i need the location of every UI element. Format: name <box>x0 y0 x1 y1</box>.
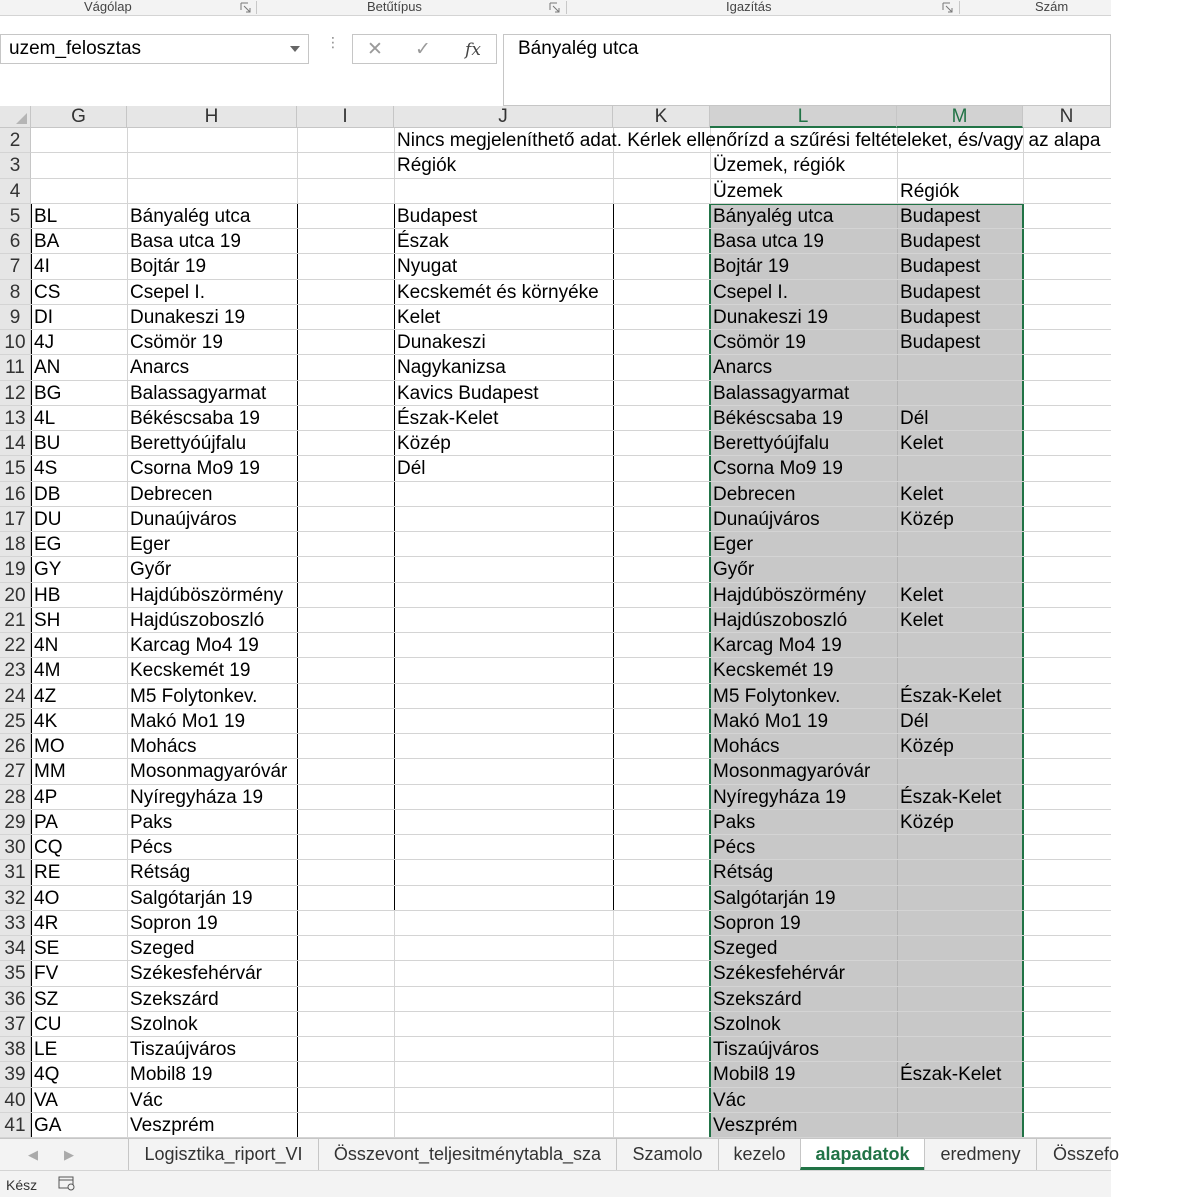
cell-m[interactable]: Közép <box>900 811 954 833</box>
cell-l[interactable]: Mohács <box>713 736 780 757</box>
cell-h[interactable]: Bányalég utca <box>130 205 251 227</box>
table-row <box>31 507 1111 532</box>
cell-g[interactable]: VA <box>34 1089 58 1111</box>
cell-h[interactable]: Mohács <box>130 736 197 757</box>
cell-h[interactable]: Dunaújváros <box>130 508 237 530</box>
row-header[interactable]: 13 <box>0 406 31 431</box>
cell-l[interactable]: Veszprém <box>713 1114 798 1136</box>
table-row <box>31 229 1111 254</box>
cell-h[interactable]: Karcag Mo4 19 <box>130 635 259 656</box>
insert-function-icon[interactable]: fx <box>465 40 481 60</box>
cell-g[interactable]: BU <box>34 433 61 454</box>
cell-l[interactable]: Tiszaújváros <box>713 1039 819 1060</box>
table-row <box>31 734 1111 759</box>
cell-g[interactable]: MM <box>34 761 66 783</box>
ribbon-separator <box>959 1 960 14</box>
cell-j[interactable]: Közép <box>397 433 451 454</box>
row-header[interactable]: 38 <box>0 1037 31 1062</box>
cell-m[interactable]: Budapest <box>900 205 981 227</box>
cell-j[interactable]: Budapest <box>397 205 478 227</box>
row-header[interactable]: 27 <box>0 759 31 784</box>
cell-h[interactable]: Kecskemét 19 <box>130 660 251 682</box>
sheet-tab-kezelo[interactable]: kezelo <box>718 1139 800 1170</box>
cell-h[interactable]: Dunakeszi 19 <box>130 306 246 328</box>
cell-h[interactable]: Csepel I. <box>130 281 205 303</box>
column-header-M[interactable]: M <box>897 106 1023 128</box>
cell-j[interactable]: Nincs megjeleníthető adat. Kérlek ellenőrízd a szűrési feltételeket, és/vagy az alapa <box>397 130 1101 151</box>
row-header[interactable]: 25 <box>0 709 31 734</box>
select-all-button[interactable] <box>0 106 31 128</box>
cell-l[interactable]: Békéscsaba 19 <box>713 407 843 429</box>
cell-h[interactable]: Szekszárd <box>130 988 219 1010</box>
cell-g[interactable]: 4Z <box>34 685 57 707</box>
cell-h[interactable]: Bojtár 19 <box>130 256 207 278</box>
row-header[interactable]: 15 <box>0 456 31 481</box>
cell-m[interactable]: Észak-Kelet <box>900 1064 1002 1086</box>
row-header[interactable]: 36 <box>0 987 31 1012</box>
cell-h[interactable]: Hajdúböszörmény <box>130 584 284 606</box>
sheet-tab-logisztika[interactable]: Logisztika_riport_VI <box>128 1139 318 1170</box>
cell-l[interactable]: Pécs <box>713 837 756 858</box>
row-header[interactable]: 32 <box>0 886 31 911</box>
cell-g[interactable]: SE <box>34 938 60 959</box>
formula-input[interactable]: Bányalég utca <box>503 34 1111 106</box>
row-header[interactable]: 29 <box>0 810 31 835</box>
cell-l[interactable]: Basa utca 19 <box>713 231 824 252</box>
row-header[interactable]: 26 <box>0 734 31 759</box>
cell-l[interactable]: Berettyóújfalu <box>713 433 830 454</box>
cell-h[interactable]: Basa utca 19 <box>130 231 241 252</box>
cell-m[interactable]: Észak-Kelet <box>900 786 1002 808</box>
row-header[interactable]: 17 <box>0 507 31 532</box>
cell-l[interactable]: Bányalég utca <box>713 205 834 227</box>
ribbon-group-clipboard: Vágólap <box>84 0 132 14</box>
cell-g[interactable]: LE <box>34 1039 58 1060</box>
cell-l[interactable]: Makó Mo1 19 <box>713 710 829 732</box>
table-row <box>31 557 1111 582</box>
cell-m[interactable]: Kelet <box>900 584 944 606</box>
cell-rows <box>31 128 1111 1138</box>
cell-l[interactable]: Szekszárd <box>713 988 802 1010</box>
column-header-G[interactable]: G <box>31 106 127 128</box>
table-row <box>31 431 1111 456</box>
row-header[interactable]: 8 <box>0 280 31 305</box>
cell-g[interactable]: CQ <box>34 837 63 858</box>
row-header[interactable]: 34 <box>0 936 31 961</box>
cell-g[interactable]: 4J <box>34 332 55 353</box>
row-header[interactable]: 14 <box>0 431 31 456</box>
table-row <box>31 987 1111 1012</box>
ribbon-separator <box>566 1 567 14</box>
table-row <box>31 305 1111 330</box>
table-row <box>31 810 1111 835</box>
cell-h[interactable]: Eger <box>130 534 171 555</box>
table-row <box>31 153 1111 178</box>
cell-h[interactable]: Makó Mo1 19 <box>130 710 246 732</box>
scroll-left-icon[interactable]: ◀ <box>28 1147 38 1162</box>
table-row <box>31 179 1111 204</box>
cell-m[interactable]: Kelet <box>900 609 944 631</box>
cell-j[interactable]: Kecskemét és környéke <box>397 281 599 303</box>
table-row <box>31 1062 1111 1087</box>
row-header[interactable]: 37 <box>0 1012 31 1037</box>
cell-l[interactable]: Hajdúböszörmény <box>713 584 867 606</box>
cell-l[interactable]: Mosonmagyaróvár <box>713 761 871 783</box>
cell-h[interactable]: Győr <box>130 559 172 581</box>
cell-j[interactable]: Kelet <box>397 306 441 328</box>
cell-j[interactable]: Dél <box>397 458 426 480</box>
table-row <box>31 658 1111 683</box>
table-row <box>31 936 1111 961</box>
cell-l[interactable]: Debrecen <box>713 483 796 505</box>
sheet-tab-bar <box>0 1138 1120 1170</box>
cell-g[interactable]: 4L <box>34 407 56 429</box>
row-headers <box>0 128 31 1138</box>
cell-h[interactable]: Székesfehérvár <box>130 963 263 985</box>
table-row <box>31 381 1111 406</box>
formula-buttons <box>352 34 497 64</box>
cell-l[interactable]: Üzemek, régiók <box>713 155 845 177</box>
row-header[interactable]: 16 <box>0 482 31 507</box>
cell-g[interactable]: BA <box>34 231 60 252</box>
dialog-launcher-icon[interactable] <box>942 2 953 13</box>
cell-l[interactable]: Sopron 19 <box>713 912 801 934</box>
cell-l[interactable]: Csorna Mo9 19 <box>713 458 843 480</box>
cell-m[interactable]: Dél <box>900 710 929 732</box>
scroll-right-icon[interactable]: ▶ <box>64 1147 74 1162</box>
row-header[interactable]: 33 <box>0 911 31 936</box>
cell-h[interactable]: Tiszaújváros <box>130 1039 236 1060</box>
table-row <box>31 128 1111 153</box>
cell-l[interactable]: Győr <box>713 559 755 581</box>
column-header-J[interactable]: J <box>394 106 613 128</box>
cell-h[interactable]: Békéscsaba 19 <box>130 407 260 429</box>
cell-l[interactable]: Üzemek <box>713 180 783 202</box>
row-header[interactable]: 40 <box>0 1088 31 1113</box>
row-header[interactable]: 6 <box>0 229 31 254</box>
cell-g[interactable]: BG <box>34 382 62 404</box>
row-header[interactable]: 12 <box>0 381 31 406</box>
cell-h[interactable]: Mosonmagyaróvár <box>130 761 288 783</box>
row-header[interactable]: 21 <box>0 608 31 633</box>
cell-m[interactable]: Észak-Kelet <box>900 685 1002 707</box>
cell-m[interactable]: Budapest <box>900 332 981 353</box>
cell-h[interactable]: Berettyóújfalu <box>130 433 247 454</box>
row-header[interactable]: 11 <box>0 355 31 380</box>
cell-g[interactable]: 4O <box>34 887 60 909</box>
row-header[interactable]: 35 <box>0 961 31 986</box>
table-row <box>31 860 1111 885</box>
table-row <box>31 785 1111 810</box>
sheet-tab-szamolo[interactable]: Szamolo <box>616 1139 718 1170</box>
sheet-tab-osszevont[interactable]: Összevont_teljesitménytabla_sza <box>318 1139 616 1170</box>
cell-l[interactable]: Dunaújváros <box>713 508 820 530</box>
cell-h[interactable]: Mobil8 19 <box>130 1064 213 1086</box>
cell-l[interactable]: Balassagyarmat <box>713 382 850 404</box>
cell-j[interactable]: Nagykanizsa <box>397 357 506 379</box>
table-row <box>31 835 1111 860</box>
cell-l[interactable]: Eger <box>713 534 754 555</box>
table-row <box>31 532 1111 557</box>
table-row <box>31 684 1111 709</box>
cell-g[interactable]: GA <box>34 1114 62 1136</box>
table-row <box>31 355 1111 380</box>
select-all-icon <box>16 113 27 124</box>
row-header[interactable]: 22 <box>0 633 31 658</box>
cell-g[interactable]: 4I <box>34 256 50 278</box>
table-row <box>31 330 1111 355</box>
cell-g[interactable]: DU <box>34 508 62 530</box>
cell-l[interactable]: Csömör 19 <box>713 332 806 353</box>
cell-g[interactable]: 4N <box>34 635 59 656</box>
table-row <box>31 254 1111 279</box>
dialog-launcher-icon[interactable] <box>240 2 251 13</box>
table-row <box>31 608 1111 633</box>
table-row <box>31 759 1111 784</box>
cell-g[interactable]: 4Q <box>34 1064 60 1086</box>
formula-bar <box>0 16 1111 106</box>
cell-m[interactable]: Közép <box>900 508 954 530</box>
row-header[interactable]: 18 <box>0 532 31 557</box>
cell-g[interactable]: DB <box>34 483 61 505</box>
cell-g[interactable]: 4R <box>34 912 59 934</box>
cell-g[interactable]: SZ <box>34 988 59 1010</box>
cell-j[interactable]: Kavics Budapest <box>397 382 539 404</box>
cell-g[interactable]: HB <box>34 584 61 606</box>
cell-g[interactable]: DI <box>34 306 53 328</box>
ribbon-group-bar <box>0 0 1111 16</box>
cell-h[interactable]: Salgótarján 19 <box>130 887 253 909</box>
cell-g[interactable]: 4P <box>34 786 58 808</box>
column-header-I[interactable]: I <box>297 106 394 128</box>
cell-l[interactable]: Anarcs <box>713 357 773 379</box>
cell-h[interactable]: Nyíregyháza 19 <box>130 786 264 808</box>
cell-l[interactable]: Salgótarján 19 <box>713 887 836 909</box>
cell-h[interactable]: Szolnok <box>130 1013 198 1035</box>
cell-g[interactable]: CS <box>34 281 61 303</box>
cell-g[interactable]: 4S <box>34 458 58 480</box>
cell-h[interactable]: M5 Folytonkev. <box>130 685 258 707</box>
cell-j[interactable]: Dunakeszi <box>397 332 486 353</box>
cell-h[interactable]: Pécs <box>130 837 173 858</box>
cell-m[interactable]: Dél <box>900 407 929 429</box>
row-header[interactable]: 23 <box>0 658 31 683</box>
table-row <box>31 633 1111 658</box>
ribbon-separator <box>256 1 257 14</box>
cell-m[interactable]: Budapest <box>900 231 981 252</box>
cell-j[interactable]: Észak-Kelet <box>397 407 499 429</box>
row-header[interactable]: 4 <box>0 179 31 204</box>
name-box[interactable] <box>0 34 309 64</box>
ribbon-group-number: Szám <box>1035 0 1069 14</box>
status-bar <box>0 1170 1111 1197</box>
cell-g[interactable]: EG <box>34 534 62 555</box>
cell-l[interactable]: Bojtár 19 <box>713 256 790 278</box>
cell-l[interactable]: Szolnok <box>713 1013 781 1035</box>
cell-g[interactable]: SH <box>34 609 61 631</box>
row-header[interactable]: 7 <box>0 254 31 279</box>
column-header-H[interactable]: H <box>127 106 297 128</box>
row-header[interactable]: 10 <box>0 330 31 355</box>
cell-m[interactable]: Budapest <box>900 256 981 278</box>
enter-icon[interactable]: ✓ <box>415 39 431 60</box>
column-header-K[interactable]: K <box>613 106 710 128</box>
row-header[interactable]: 5 <box>0 204 31 229</box>
cell-l[interactable]: Vác <box>713 1089 746 1111</box>
cell-l[interactable]: Mobil8 19 <box>713 1064 796 1086</box>
name-box-value: uzem_felosztas <box>9 38 142 59</box>
cell-m[interactable]: Régiók <box>900 180 960 202</box>
row-header[interactable]: 24 <box>0 684 31 709</box>
table-row <box>31 961 1111 986</box>
row-header[interactable]: 19 <box>0 557 31 582</box>
cell-l[interactable]: Paks <box>713 811 756 833</box>
cell-j[interactable]: Nyugat <box>397 256 458 278</box>
cell-g[interactable]: AN <box>34 357 61 379</box>
cell-h[interactable]: Hajdúszoboszló <box>130 609 265 631</box>
cell-h[interactable]: Rétság <box>130 862 191 884</box>
table-row <box>31 280 1111 305</box>
table-row <box>31 1113 1111 1138</box>
ribbon-group-font: Betűtípus <box>367 0 422 14</box>
cell-g[interactable]: BL <box>34 205 58 227</box>
cell-l[interactable]: Csepel I. <box>713 281 788 303</box>
row-header[interactable]: 20 <box>0 583 31 608</box>
cell-l[interactable]: Rétság <box>713 862 774 884</box>
cell-h[interactable]: Csömör 19 <box>130 332 223 353</box>
cell-m[interactable]: Kelet <box>900 433 944 454</box>
row-header[interactable]: 39 <box>0 1062 31 1087</box>
table-row <box>31 911 1111 936</box>
cell-m[interactable]: Közép <box>900 736 954 757</box>
cancel-icon[interactable]: ✕ <box>367 39 383 60</box>
table-row <box>31 1088 1111 1113</box>
cell-j[interactable]: Régiók <box>397 155 457 177</box>
table-row <box>31 204 1111 229</box>
cell-h[interactable]: Szeged <box>130 938 195 959</box>
cell-g[interactable]: GY <box>34 559 62 581</box>
table-row <box>31 886 1111 911</box>
table-row <box>31 482 1111 507</box>
row-header[interactable]: 3 <box>0 153 31 178</box>
cell-l[interactable]: Hajdúszoboszló <box>713 609 848 631</box>
sheet-tab-alapadatok[interactable]: alapadatok <box>800 1139 924 1170</box>
cell-g[interactable]: FV <box>34 963 59 985</box>
ribbon-group-alignment: Igazítás <box>726 0 772 14</box>
cell-g[interactable]: 4M <box>34 660 61 682</box>
status-ready: Kész <box>6 1177 38 1193</box>
cell-g[interactable]: RE <box>34 862 61 884</box>
table-row <box>31 1037 1111 1062</box>
worksheet <box>0 106 1111 1138</box>
cell-h[interactable]: Balassagyarmat <box>130 382 267 404</box>
dialog-launcher-icon[interactable] <box>549 2 560 13</box>
sheet-tab-eredmeny[interactable]: eredmeny <box>924 1139 1036 1170</box>
cell-g[interactable]: CU <box>34 1013 62 1035</box>
cell-h[interactable]: Paks <box>130 811 173 833</box>
cell-grid <box>31 128 1111 1138</box>
drag-handle-icon[interactable]: ⋮ <box>326 34 340 50</box>
cell-l[interactable]: Nyíregyháza 19 <box>713 786 847 808</box>
cell-l[interactable]: M5 Folytonkev. <box>713 685 841 707</box>
row-header[interactable]: 28 <box>0 785 31 810</box>
sheet-tab-osszefo[interactable]: Összefo <box>1036 1139 1111 1170</box>
cell-h[interactable]: Csorna Mo9 19 <box>130 458 260 480</box>
row-header[interactable]: 31 <box>0 860 31 885</box>
table-row <box>31 583 1111 608</box>
table-row <box>31 456 1111 481</box>
table-row <box>31 406 1111 431</box>
cell-l[interactable]: Karcag Mo4 19 <box>713 635 842 656</box>
cell-m[interactable]: Budapest <box>900 281 981 303</box>
cell-g[interactable]: MO <box>34 736 65 757</box>
cell-g[interactable]: 4K <box>34 710 58 732</box>
row-header[interactable]: 2 <box>0 128 31 153</box>
row-header[interactable]: 9 <box>0 305 31 330</box>
cell-h[interactable]: Anarcs <box>130 357 190 379</box>
cell-l[interactable]: Dunakeszi 19 <box>713 306 829 328</box>
cell-m[interactable]: Kelet <box>900 483 944 505</box>
cell-h[interactable]: Debrecen <box>130 483 213 505</box>
cell-h[interactable]: Vác <box>130 1089 163 1111</box>
column-header-N[interactable]: N <box>1023 106 1111 128</box>
row-header[interactable]: 41 <box>0 1113 31 1138</box>
cell-j[interactable]: Észak <box>397 231 449 252</box>
cell-l[interactable]: Szeged <box>713 938 778 959</box>
cell-l[interactable]: Székesfehérvár <box>713 963 846 985</box>
macro-record-icon[interactable] <box>58 1176 76 1191</box>
row-header[interactable]: 30 <box>0 835 31 860</box>
cell-g[interactable]: PA <box>34 811 58 833</box>
table-row <box>31 1012 1111 1037</box>
table-row <box>31 709 1111 734</box>
column-header-L[interactable]: L <box>710 106 897 128</box>
cell-m[interactable]: Budapest <box>900 306 981 328</box>
cell-h[interactable]: Sopron 19 <box>130 912 218 934</box>
chevron-down-icon[interactable] <box>290 46 300 52</box>
cell-l[interactable]: Kecskemét 19 <box>713 660 834 682</box>
cell-h[interactable]: Veszprém <box>130 1114 215 1136</box>
